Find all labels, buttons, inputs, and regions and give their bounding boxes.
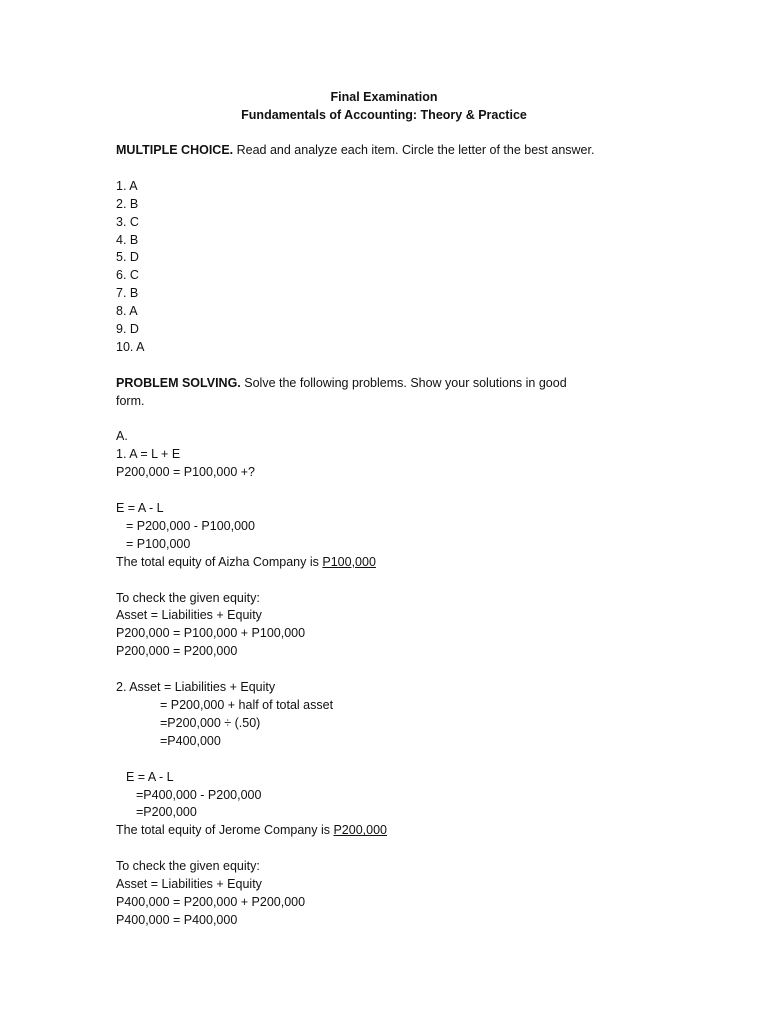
p2-step: =P400,000 - P200,000 xyxy=(136,787,262,802)
exam-title: Final Examination xyxy=(330,90,438,104)
exam-content xyxy=(116,142,676,930)
p1-check-line: Asset = Liabilities + Equity xyxy=(116,608,262,623)
p1-formula: E = A - L xyxy=(116,501,164,516)
p2-equation: 2. Asset = Liabilities + Equity xyxy=(116,680,276,695)
p1-result-value: P100,000 xyxy=(322,554,376,569)
mc-instruction-text: Read and analyze each item. Circle the letter of the best answer. xyxy=(233,143,595,157)
p2-step: =P200,000 ÷ (.50) xyxy=(160,715,261,730)
ps-instruction-cont: form. xyxy=(116,393,145,408)
answer-item: 8. A xyxy=(116,304,138,319)
ps-heading: PROBLEM SOLVING. xyxy=(116,375,241,390)
answer-item: 9. D xyxy=(116,322,139,337)
p1-step: = P100,000 xyxy=(126,536,191,551)
p2-check-line: P400,000 = P400,000 xyxy=(116,912,238,927)
answer-item: 3. C xyxy=(116,214,139,229)
p1-check-title: To check the given equity: xyxy=(116,590,260,605)
p1-given: P200,000 = P100,000 +? xyxy=(116,465,256,480)
p1-check-line: P200,000 = P200,000 xyxy=(116,644,238,659)
answer-item: 4. B xyxy=(116,232,139,247)
title-block xyxy=(0,88,768,124)
p2-step: =P200,000 xyxy=(136,805,197,820)
mc-instructions xyxy=(116,142,676,160)
p2-check-line: P400,000 = P200,000 + P200,000 xyxy=(116,894,306,909)
exam-subtitle: Fundamentals of Accounting: Theory & Practice xyxy=(241,108,527,122)
p2-result-text: The total equity of Jerome Company is xyxy=(116,823,334,838)
ps-instructions xyxy=(116,375,676,393)
mc-heading: MULTIPLE CHOICE. xyxy=(116,143,234,157)
answer-item: 5. D xyxy=(116,250,139,265)
answer-item: 10. A xyxy=(116,339,145,354)
section-label: A. xyxy=(116,429,128,444)
p1-check-line: P200,000 = P100,000 + P100,000 xyxy=(116,626,306,641)
p1-result-text: The total equity of Aizha Company is xyxy=(116,554,323,569)
p2-result xyxy=(116,822,676,840)
p1-equation: 1. A = L + E xyxy=(116,447,181,462)
p2-result-value: P200,000 xyxy=(333,823,387,838)
p1-result xyxy=(116,554,676,572)
answer-item: 7. B xyxy=(116,286,139,301)
answer-item: 1. A xyxy=(116,178,138,193)
answer-item: 6. C xyxy=(116,268,139,283)
p2-formula: E = A - L xyxy=(126,769,174,784)
ps-instruction-text: Solve the following problems. Show your solutions in good xyxy=(240,375,567,390)
p2-check-title: To check the given equity: xyxy=(116,859,260,874)
p2-step: =P400,000 xyxy=(160,733,221,748)
p1-step: = P200,000 - P100,000 xyxy=(126,518,255,533)
answer-item: 2. B xyxy=(116,196,139,211)
p2-step: = P200,000 + half of total asset xyxy=(160,698,334,712)
p2-check-line: Asset = Liabilities + Equity xyxy=(116,877,262,892)
